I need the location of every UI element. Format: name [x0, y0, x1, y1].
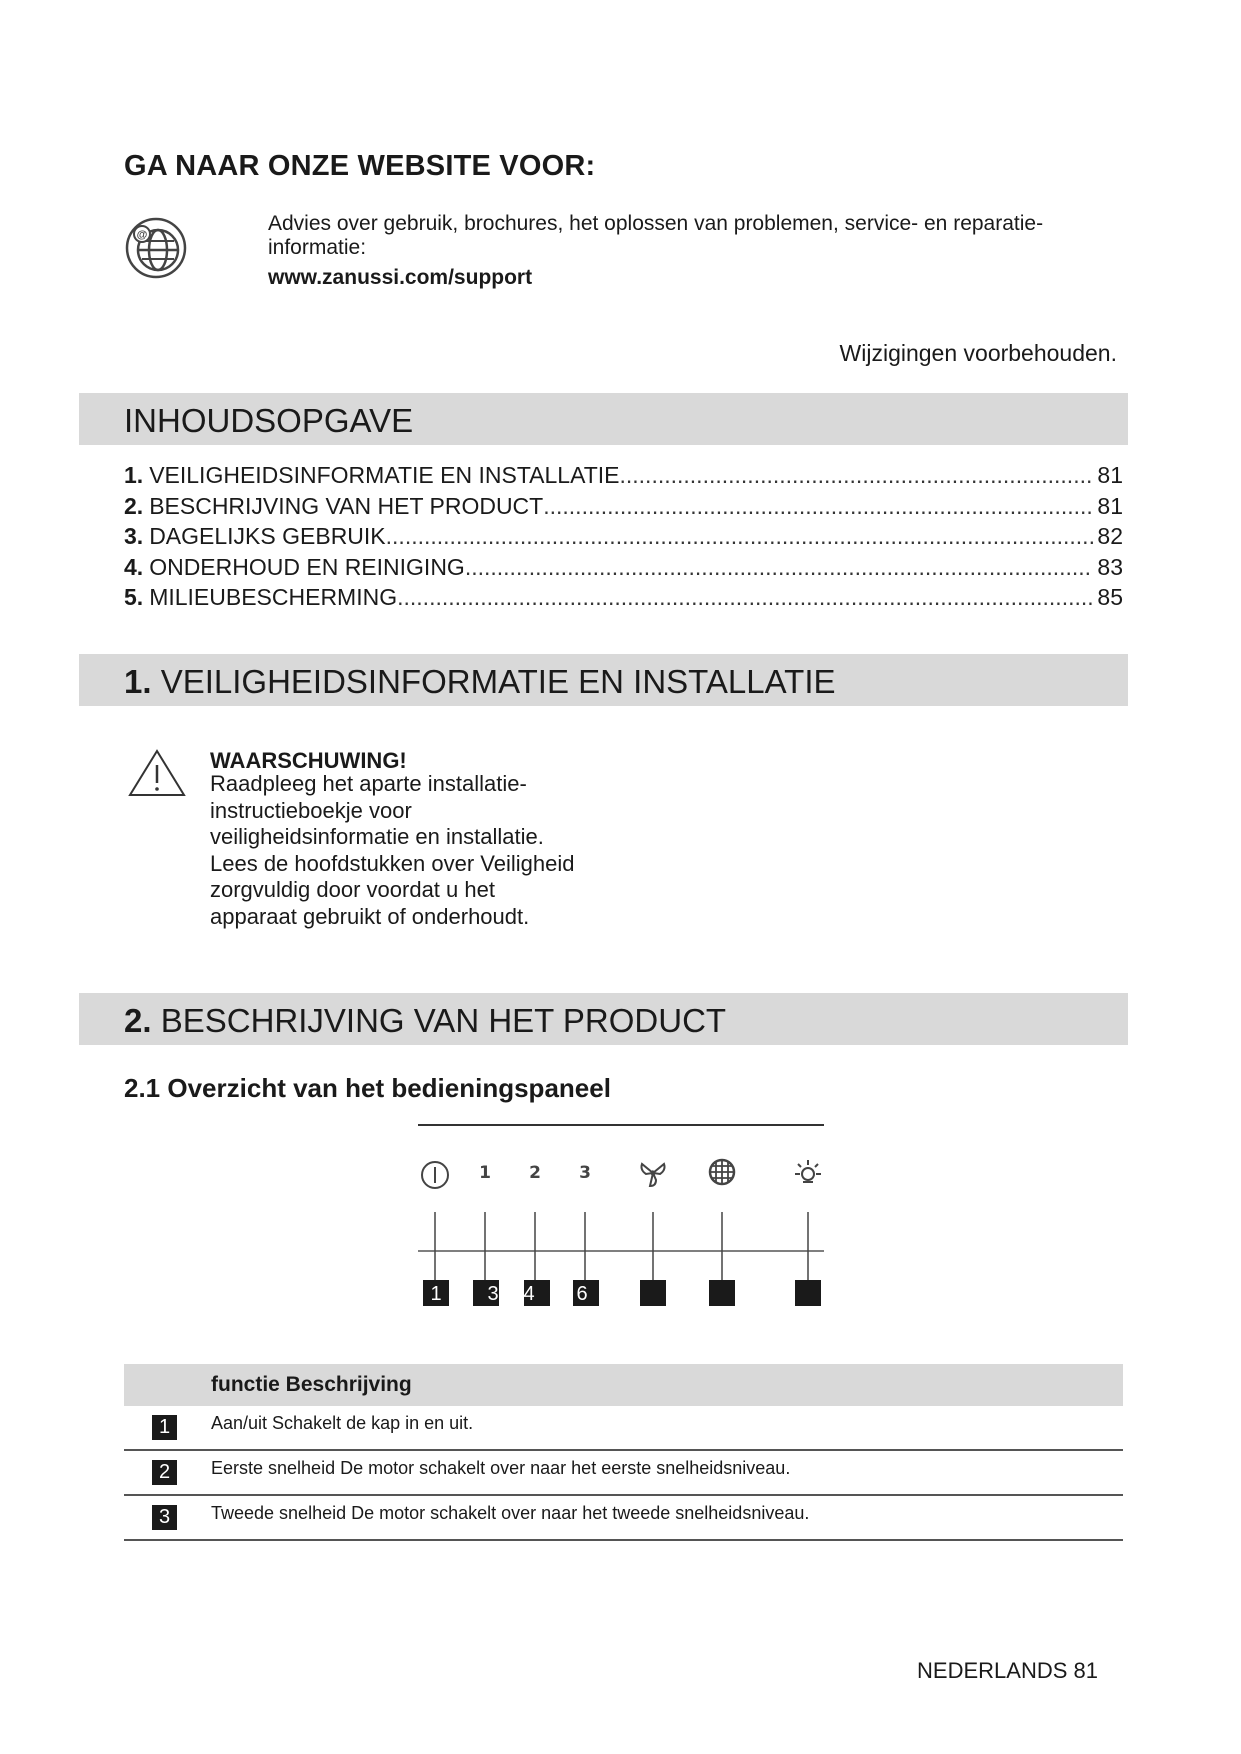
svg-text:3: 3: [487, 1283, 499, 1305]
table-row: [124, 1496, 1123, 1541]
toc-item-label: VEILIGHEIDSINFORMATIE EN INSTALLATIE: [149, 462, 620, 488]
warning-title: WAARSCHUWING!: [210, 748, 407, 773]
section2-heading: 2. BESCHRIJVING VAN HET PRODUCT: [124, 1002, 727, 1039]
toc-item[interactable]: 4. ONDERHOUD EN REINIGING ..... 83: [124, 554, 1123, 585]
toc-item-label: BESCHRIJVING VAN HET PRODUCT: [149, 492, 544, 519]
toc-page-number: 85: [1097, 584, 1123, 610]
row-number-badge: 2: [152, 1460, 177, 1485]
toc-leader-dots: [465, 554, 1094, 581]
toc-item-label: ONDERHOUD EN REINIGING: [149, 553, 465, 580]
function-table: [124, 1364, 1123, 1541]
svg-text:1: 1: [430, 1283, 442, 1305]
toc-header-band: [79, 393, 1128, 445]
table-row: [124, 1406, 1123, 1451]
light-icon: [795, 1160, 821, 1182]
toc-page-number: 81: [1097, 492, 1123, 519]
support-description: Advies over gebruik, brochures, het oplossen van problemen, service- en reparatie-informatie:: [268, 212, 1044, 259]
toc-leader-dots: [620, 462, 1094, 489]
speed-3-label: 3: [579, 1163, 591, 1183]
page-footer: NEDERLANDS 81: [917, 1658, 1098, 1683]
callout-box: [573, 1280, 599, 1306]
speed-2-label: 2: [529, 1163, 541, 1183]
control-panel-diagram: [410, 1120, 830, 1320]
toc-page-number: 81: [1097, 462, 1123, 488]
toc-page-number: 82: [1097, 523, 1123, 549]
toc-leader-dots: [543, 493, 1093, 520]
support-link[interactable]: www.zanussi.com/support: [268, 266, 533, 289]
callout-box: [795, 1280, 821, 1306]
callout-box: [473, 1280, 499, 1306]
svg-text:4: 4: [523, 1283, 535, 1305]
svg-text:@: @: [136, 229, 148, 241]
row-description: Eerste snelheid De motor schakelt over naar het eerste snelheidsniveau.: [211, 1458, 791, 1478]
row-description: Aan/uit Schakelt de kap in en uit.: [211, 1413, 474, 1433]
toc-page-number: 83: [1097, 553, 1123, 580]
toc-item[interactable]: 2. BESCHRIJVING VAN HET PRODUCT ..... 81: [124, 493, 1123, 524]
toc-leader-dots: [397, 584, 1093, 611]
warning-triangle-icon: [128, 748, 186, 798]
callout-box: [423, 1280, 449, 1306]
row-number-badge: 1: [152, 1415, 177, 1440]
table-header: functie Beschrijving: [124, 1364, 1123, 1406]
toc-item[interactable]: 3. DAGELIJKS GEBRUIK ..... 82: [124, 523, 1123, 554]
toc-item-label: DAGELIJKS GEBRUIK: [149, 523, 386, 549]
section1-heading: 1. VEILIGHEIDSINFORMATIE EN INSTALLATIE: [124, 663, 836, 700]
power-icon: [422, 1162, 448, 1188]
svg-text:6: 6: [576, 1283, 588, 1305]
table-of-contents: [124, 462, 1123, 615]
toc-item-label: MILIEUBESCHERMING: [149, 584, 398, 610]
row-number-badge: 3: [152, 1505, 177, 1530]
warning-text: Raadpleeg het aparte installatie-instructieboekje voor veiligheidsinformatie en installatie. Lees de hoofdstukken over Veiligheid zorgvuldig door voordat u het apparaat gebruikt of onderhoudt.: [210, 771, 575, 929]
toc-heading: INHOUDSOPGAVE: [124, 402, 414, 439]
section1-header-band: [79, 654, 1128, 706]
callout-box: [523, 1280, 550, 1306]
control-panel-subtitle: 2.1 Overzicht van het bedieningspaneel: [124, 1073, 611, 1103]
fan-icon: [642, 1164, 665, 1186]
speed-1-label: 1: [479, 1163, 491, 1183]
toc-leader-dots: [386, 523, 1094, 550]
callout-box: [640, 1280, 666, 1306]
section2-header-band: [79, 993, 1128, 1045]
grease-filter-icon: [710, 1160, 734, 1184]
globe-icon: [124, 216, 188, 280]
table-row: [124, 1451, 1123, 1496]
row-description: Tweede snelheid De motor schakelt over naar het tweede snelheidsniveau.: [211, 1503, 810, 1523]
website-heading: GA NAAR ONZE WEBSITE VOOR:: [124, 150, 596, 182]
toc-item[interactable]: 5. MILIEUBESCHERMING ..... 85: [124, 584, 1123, 615]
changes-reserved-note: Wijzigingen voorbehouden.: [839, 340, 1117, 366]
callout-box: [709, 1280, 735, 1306]
toc-item[interactable]: 1. VEILIGHEIDSINFORMATIE EN INSTALLATIE ..... 81: [124, 462, 1123, 493]
